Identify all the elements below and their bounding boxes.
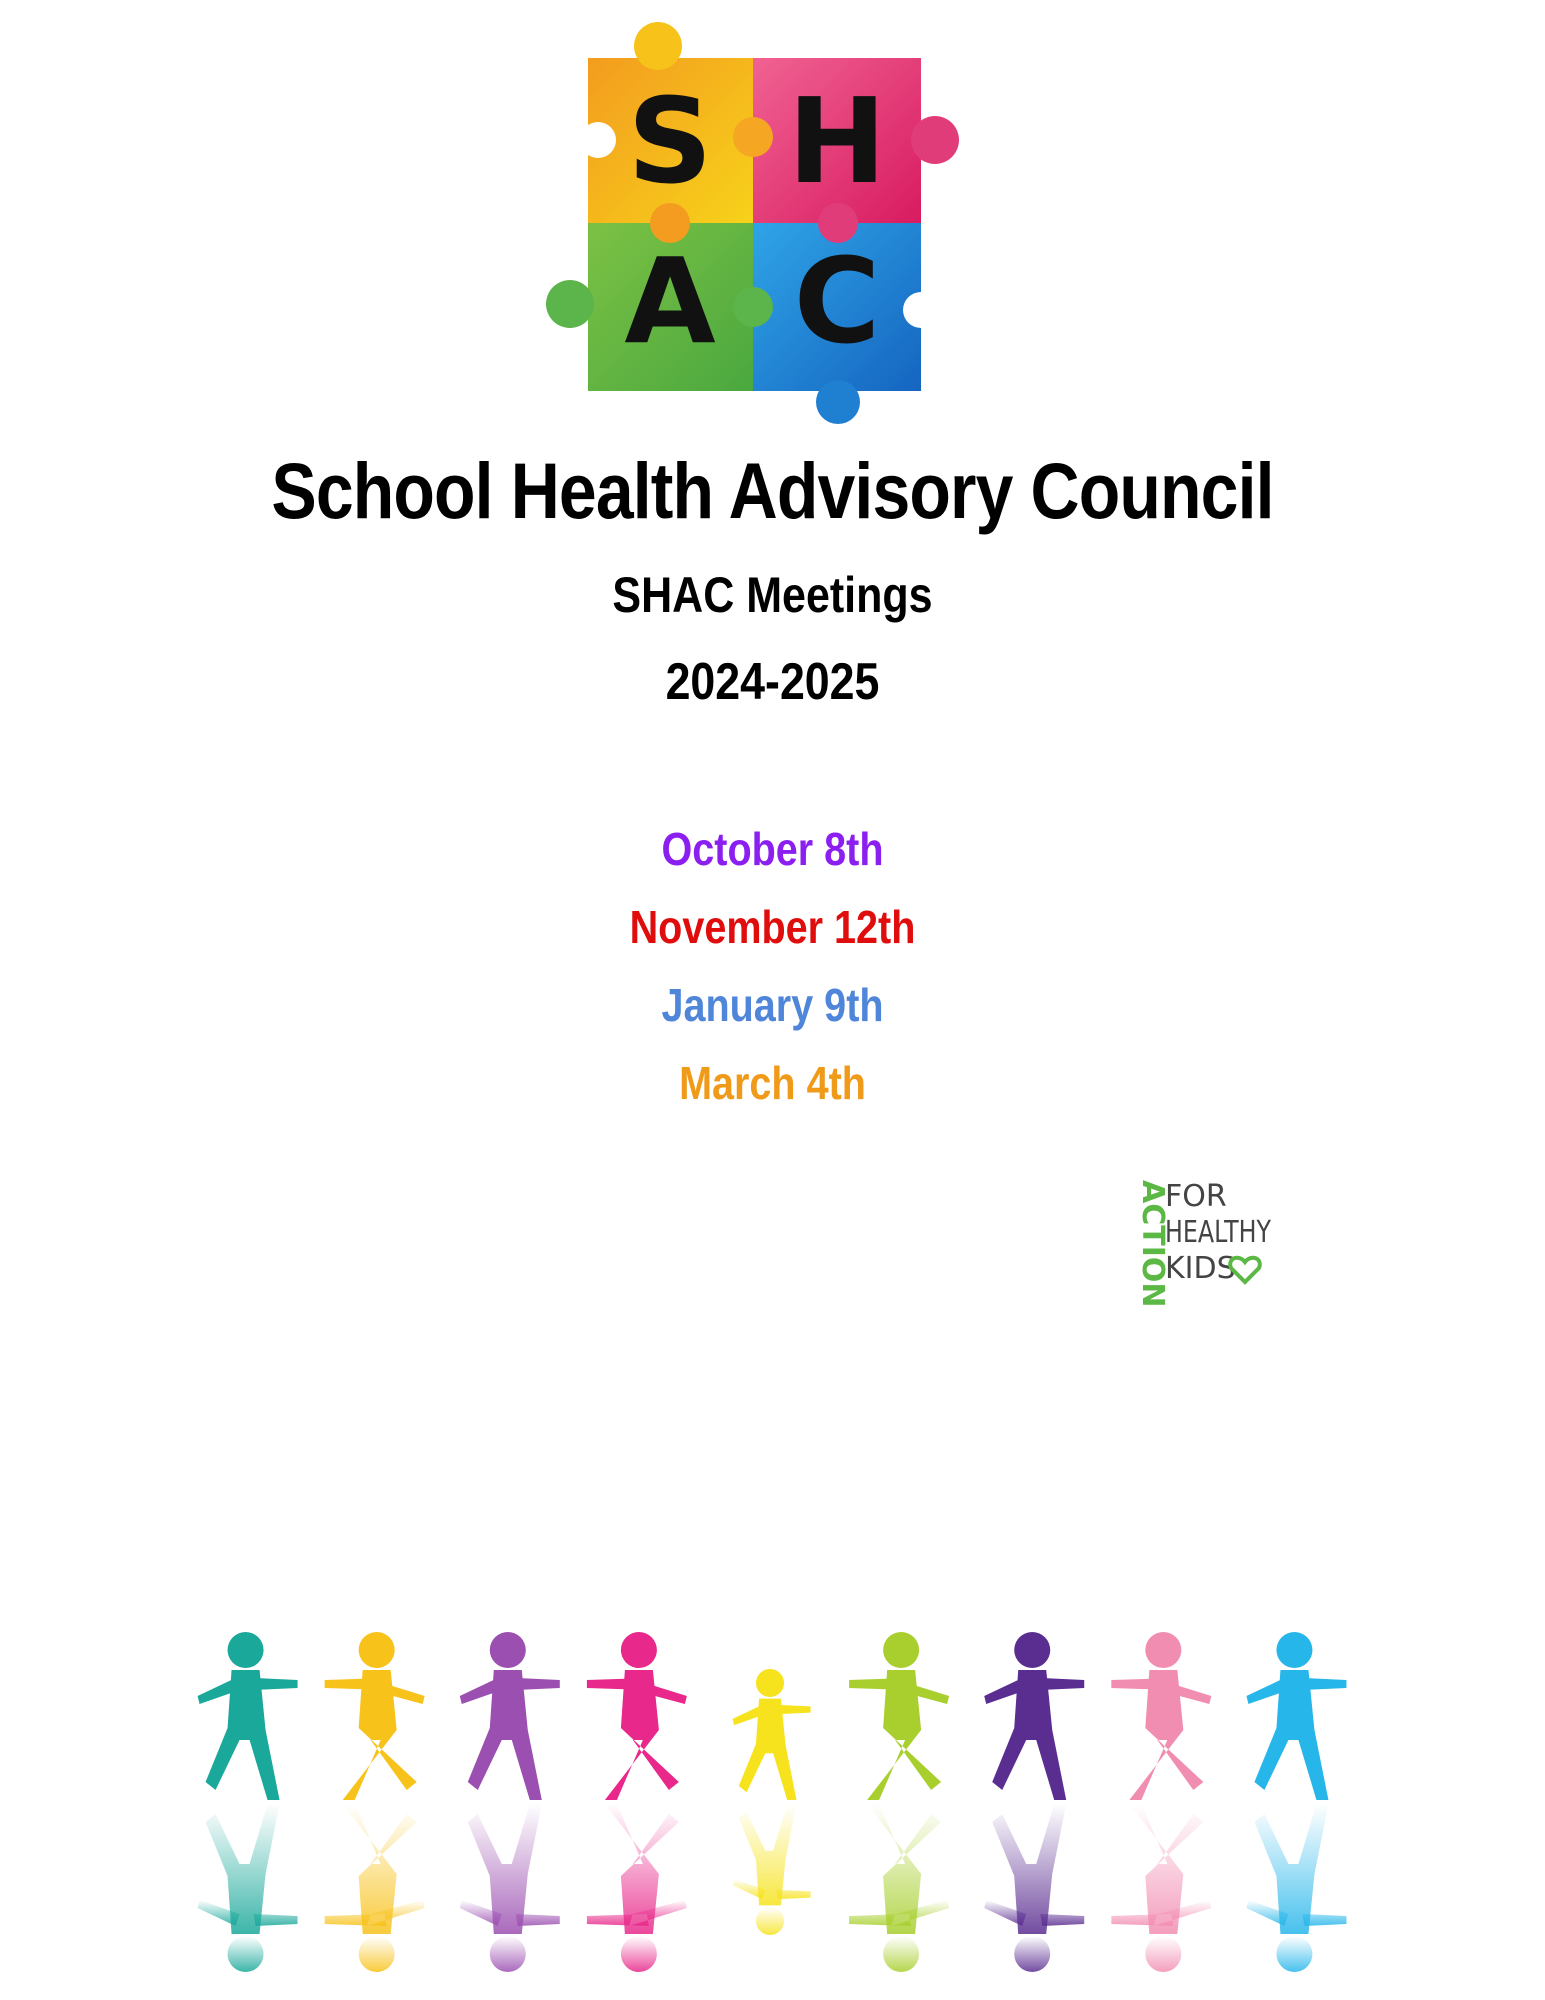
puzzle-logo-graphic <box>540 12 975 422</box>
child-reflection <box>325 1804 425 1972</box>
child-reflection <box>849 1804 949 1972</box>
child-reflection <box>460 1804 560 1972</box>
logo-letter-s: S <box>627 72 713 210</box>
child-reflection <box>733 1804 811 1935</box>
child-silhouette <box>733 1669 811 1800</box>
meeting-date: January 9th <box>661 979 884 1031</box>
child-reflection <box>1111 1804 1211 1972</box>
page-subtitle: SHAC Meetings <box>612 567 933 623</box>
child-silhouette <box>1246 1632 1346 1800</box>
child-silhouette <box>198 1632 298 1800</box>
child-reflection <box>198 1804 298 1972</box>
shac-puzzle-logo <box>540 12 975 422</box>
child-silhouette <box>325 1632 425 1800</box>
meeting-date: October 8th <box>661 823 884 875</box>
meeting-date: November 12th <box>629 901 916 953</box>
logo-letter-c: C <box>793 232 881 370</box>
child-silhouette <box>849 1632 949 1800</box>
ahk-line-for: FOR <box>1165 1179 1227 1214</box>
child-silhouette <box>1111 1632 1211 1800</box>
children-silhouettes-graphic <box>180 1610 1360 1990</box>
children-silhouettes-illustration <box>180 1610 1360 1990</box>
child-reflection <box>984 1804 1084 1972</box>
child-reflection <box>587 1804 687 1972</box>
school-year: 2024-2025 <box>665 653 880 711</box>
child-silhouette <box>587 1632 687 1800</box>
action-for-healthy-kids-logo <box>1105 1170 1273 1308</box>
ahk-line-kids: KIDS <box>1165 1251 1236 1286</box>
logo-letter-h: H <box>787 72 887 210</box>
logo-letter-a: A <box>624 232 716 370</box>
ahk-line-healthy: HEALTHY <box>1165 1215 1272 1250</box>
ahk-vertical-word: ACTION <box>1135 1180 1170 1308</box>
ahk-logo-graphic <box>1105 1170 1273 1308</box>
meeting-date: March 4th <box>679 1057 866 1109</box>
page-title: School Health Advisory Council <box>271 446 1274 535</box>
child-silhouette <box>984 1632 1084 1800</box>
meeting-dates-list <box>0 810 1545 1122</box>
child-reflection <box>1246 1804 1346 1972</box>
child-silhouette <box>460 1632 560 1800</box>
